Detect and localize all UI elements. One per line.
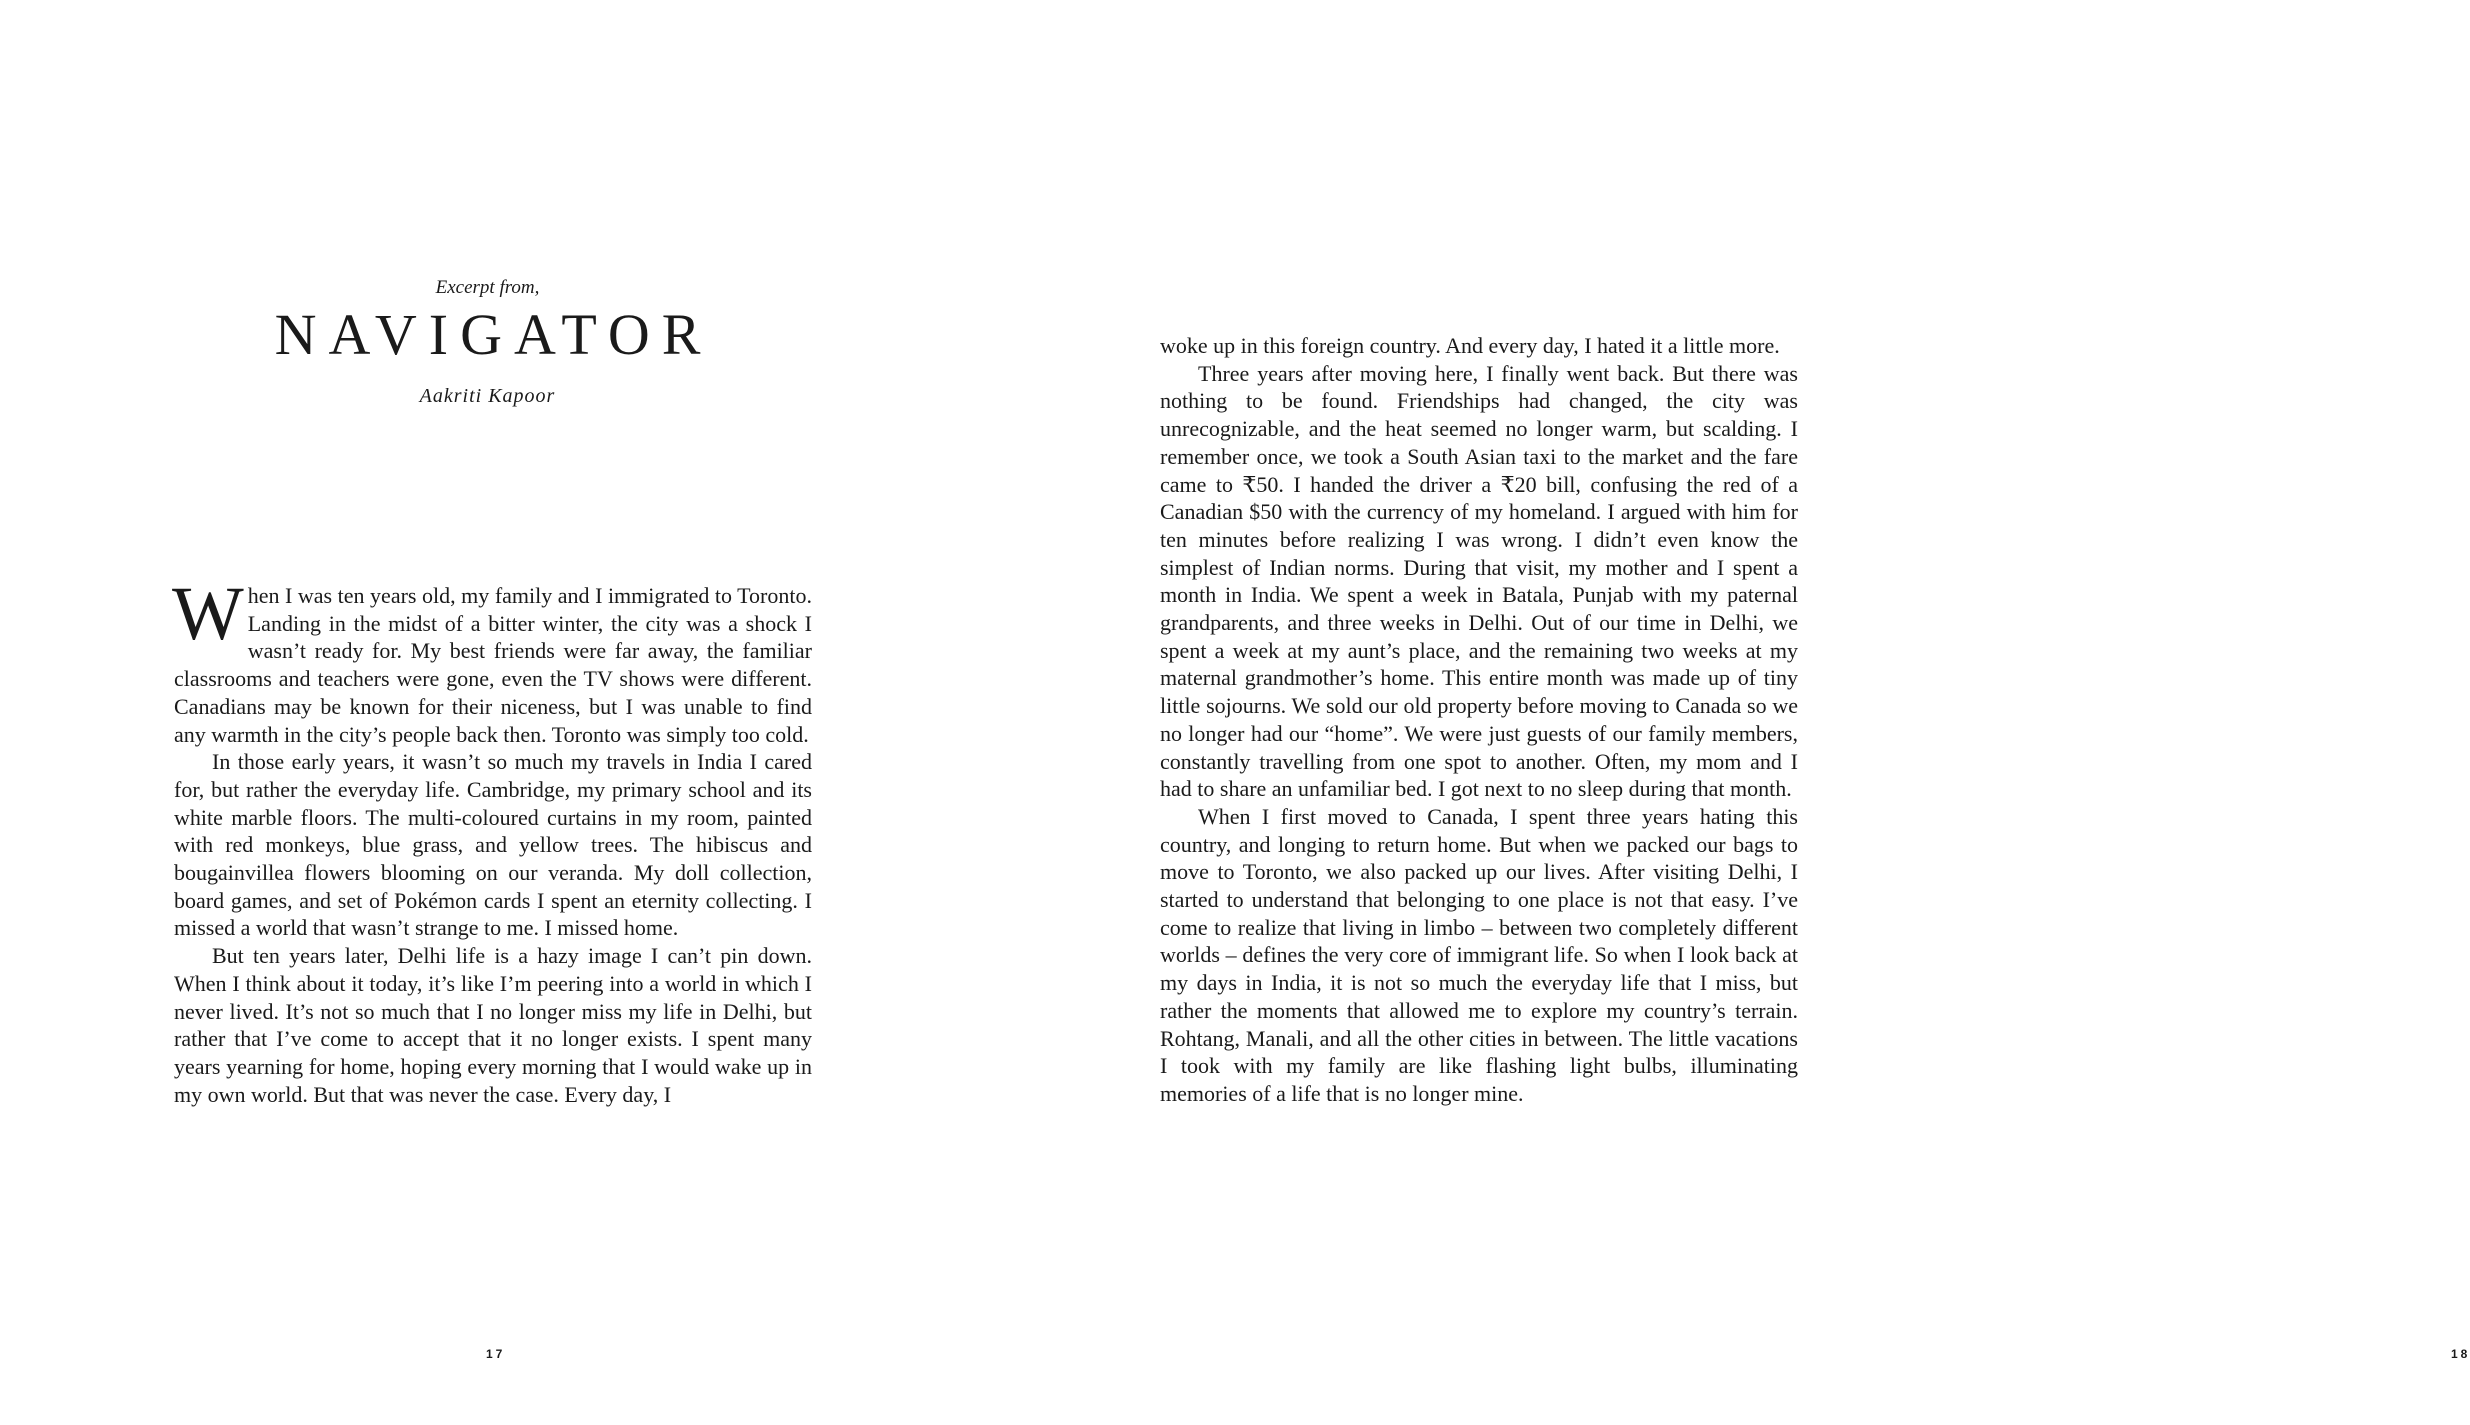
drop-cap: W [172,572,244,656]
paragraph-2: In those early years, it wasn’t so much my travels in India I cared for, but rather the everyday life. Cambridge, my primary school and its white marble floors. The multi-coloured curtains in my room, painted with red monkeys, blue grass, and yellow trees. The hibiscus and bougainvillea flowers blooming on our veranda. My doll collection, board games, and set of Pokémon cards I spent an eternity collecting. I missed a world that wasn’t strange to me. I missed home. [174,749,812,941]
paragraph-1-text: hen I was ten years old, my family and I immigrated to Toronto. Landing in the midst of a bitter winter, the city was a shock I wasn’t ready for. My best friends were far away, the familiar classrooms and teachers were gone, even the TV shows were different. Canadians may be known for their niceness, but I was unable to find any warmth in the city’s people back then. Toronto was simply too cold. [174,583,812,747]
page-number-left: 17 [486,1347,506,1361]
page-number-right: 18 [2451,1347,2470,1361]
paragraph-5: When I first moved to Canada, I spent three years hating this country, and longing to return home. But when we packed our bags to move to Toronto, we also packed up our lives. After visiting Delhi, I started to understand that belonging to one place is not that easy. I’ve come to realize that living in limbo – between two completely different worlds – defines the very core of immigrant life. So when I look back at my days in India, it is not so much the everyday life that I miss, but rather the moments that allowed me to explore my country’s terrain. Rohtang, Manali, and all the other cities in between. The little vacations I took with my family are like flashing light bulbs, illuminating memories of a life that is no longer mine. [1160,803,1798,1106]
right-page [975,0,2470,1425]
page-title: NAVIGATOR [274,302,713,367]
author-name: Aakriti Kapoor [419,385,556,407]
paragraph-1 [172,572,812,748]
excerpt-label: Excerpt from, [435,277,540,298]
left-column-text [172,572,812,1108]
paragraph-3: But ten years later, Delhi life is a hazy image I can’t pin down. When I think about it today, it’s like I’m peering into a world in which I never lived. It’s not so much that I no longer miss my life in Delhi, but rather that I’ve come to accept that it no longer exists. I spent many years yearning for home, hoping every morning that I would wake up in my own world. But that was never the case. Every day, I [174,943,812,1107]
left-page [0,0,975,1425]
right-column-text [1160,332,1798,1108]
paragraph-4: Three years after moving here, I finally went back. But there was nothing to be found. Friendships had changed, the city was unrecognizable, and the heat seemed no longer warm, but scalding. I remember once, we took a South Asian taxi to the market and the fare came to ₹50. I handed the driver a ₹20 bill, confusing the red of a Canadian $50 with the currency of my homeland. I argued with him for ten minutes before realizing I was wrong. I didn’t even know the simplest of Indian norms. During that visit, my mother and I spent a month in India. We spent a week in Batala, Punjab with my paternal grandparents, and three weeks in Delhi. Out of our time in Delhi, we spent a week at my aunt’s place, and the remaining two weeks at my maternal grandmother’s home. This entire month was made up of tiny little sojourns. We sold our old property before moving to Canada so we no longer had our “home”. We were just guests of our family members, constantly travelling from one spot to another. Often, my mom and I had to share an unfamiliar bed. I got next to no sleep during that month. [1160,360,1798,802]
paragraph-continuation: woke up in this foreign country. And every day, I hated it a little more. [1160,333,1780,358]
